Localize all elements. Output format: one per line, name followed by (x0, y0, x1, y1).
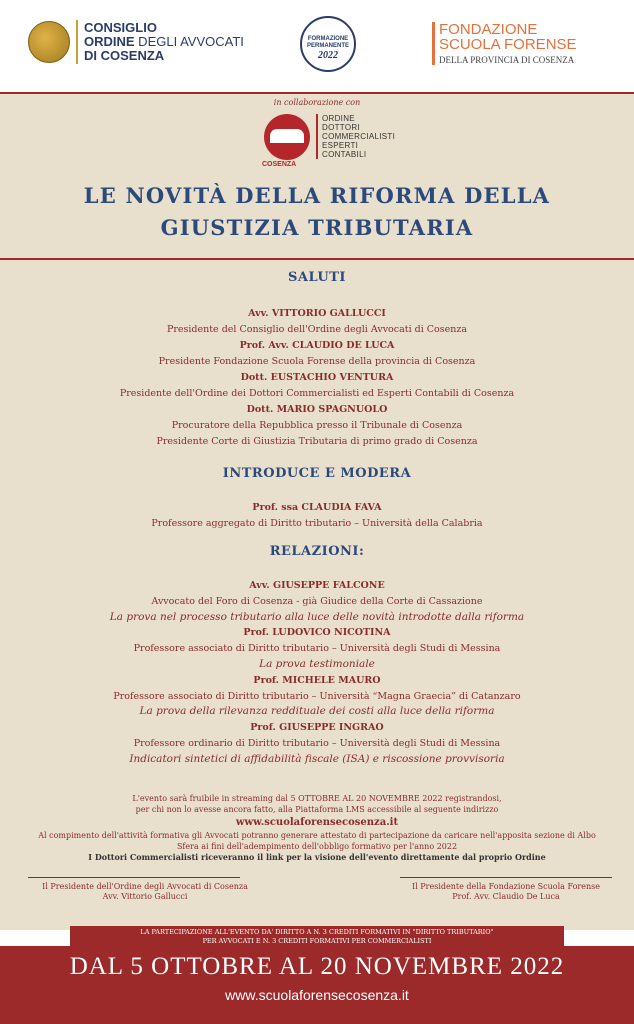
saluti-line: Presidente Corte di Giustizia Tributaria di primo grado di Cosenza (156, 436, 478, 447)
saluti-line: Prof. Avv. CLAUDIO DE LUCA (239, 340, 395, 351)
info-line5: I Dottori Commercialisti riceveranno il link per la visione dell'evento direttamente dal proprio Ordine (88, 852, 546, 862)
odc-logo (262, 114, 396, 168)
title-line2: GIUSTIZIA TRIBUTARIA (160, 215, 474, 240)
fsf-logo (432, 22, 577, 65)
collaboration-text: in collaborazione con (273, 98, 361, 107)
info-line2: per chi non lo avesse ancora fatto, alla Piattaforma LMS accessibile al seguente indirizzo (135, 804, 499, 814)
modera-name: Prof. ssa CLAUDIA FAVA (252, 502, 382, 513)
saluti-line: Presidente del Consiglio dell'Ordine degli Avvocati di Cosenza (166, 324, 468, 335)
coa-line2b: DEGLI AVVOCATI (134, 34, 244, 49)
signature-left (20, 882, 270, 902)
modera-block (0, 500, 634, 532)
coa-line2 (84, 35, 244, 49)
odc-line: CONTABILI (322, 150, 367, 159)
fp-text (302, 36, 354, 50)
coa-line3: DI COSENZA (84, 48, 165, 63)
speaker-name: Avv. GIUSEPPE FALCONE (249, 580, 385, 591)
sig-left-name: Avv. Vittorio Gallucci (102, 892, 188, 901)
footer-banner (0, 946, 634, 1024)
info-line1: L'evento sarà fruibile in streaming dal 5 OTTOBRE AL 20 NOVEMBRE 2022 registrandosi, (132, 794, 502, 803)
speaker-role: Professore associato di Diritto tributario – Università degli Studi di Messina (133, 643, 501, 655)
odc-wordmark (316, 114, 395, 159)
odc-line: COMMERCIALISTI (322, 132, 396, 141)
sig-right-title: Il Presidente della Fondazione Scuola Forense (412, 882, 600, 891)
credits-line2: PER AVVOCATI E N. 3 CREDITI FORMATIVI PER COMMERCIALISTI (202, 936, 432, 945)
speaker-role: Professore ordinario di Diritto tributario – Università degli Studi di Messina (133, 737, 501, 749)
relazioni-heading: RELAZIONI: (269, 544, 365, 559)
saluti-heading: SALUTI (288, 270, 346, 285)
event-title (0, 180, 634, 244)
speaker-talk: La prova della rilevanza reddituale dei costi alla luce della riforma (139, 705, 495, 718)
sig-left-rule (28, 877, 240, 878)
title-line1: LE NOVITÀ DELLA RIFORMA DELLA (83, 183, 551, 208)
fsf-line2: SCUOLA FORENSE (439, 36, 577, 53)
fp-year: 2022 (318, 50, 338, 61)
coa-line2a: ORDINE (84, 34, 135, 49)
speaker-role: Professore associato di Diritto tributario – Università “Magna Graecia” di Catanzaro (113, 690, 521, 702)
signature-right (384, 882, 628, 902)
credits-banner (70, 926, 564, 946)
footer-website-link[interactable]: www.scuolaforensecosenza.it (225, 987, 409, 1003)
odc-line: ESPERTI (322, 141, 359, 150)
info-line3: Al compimento dell'attività formativa gli Avvocati potranno generare attestato di partecipazione da caricare nell'apposita sezione di Albo (38, 831, 596, 840)
saluti-line: Presidente Fondazione Scuola Forense della provincia di Cosenza (158, 356, 476, 367)
speaker-name: Prof. GIUSEPPE INGRAO (250, 722, 384, 734)
fp-line1: FORMAZIONE (307, 36, 349, 42)
coa-wordmark (84, 21, 244, 63)
formazione-permanente-badge (300, 16, 356, 72)
odc-city: COSENZA (262, 161, 297, 168)
speaker-talk: La prova testimoniale (259, 657, 375, 670)
relazioni-block (0, 578, 634, 768)
saluti-line: Procuratore della Repubblica presso il Tribunale di Cosenza (171, 420, 463, 431)
speaker-role: Avvocato del Foro di Cosenza - già Giudice della Corte di Cassazione (151, 595, 483, 607)
odc-line: DOTTORI (322, 123, 360, 132)
title-rule (0, 258, 634, 260)
info-line4: Sfera ai fini dell'adempimento dell'obbligo formativo per l'anno 2022 (176, 841, 458, 851)
speaker-talk: La prova nel processo tributario alla luce delle novità introdotte dalla riforma (109, 610, 525, 623)
speaker-name: Prof. MICHELE MAURO (253, 674, 381, 686)
sig-right-rule (400, 877, 612, 878)
saluti-block (0, 306, 634, 450)
coa-seal-icon (28, 21, 70, 63)
odc-emblem-band (270, 129, 304, 143)
footer-dates: DAL 5 OTTOBRE AL 20 NOVEMBRE 2022 (69, 953, 565, 980)
odc-line: ORDINE (322, 114, 355, 123)
sig-left-title: Il Presidente dell'Ordine degli Avvocati di Cosenza (42, 882, 248, 891)
streaming-info (0, 794, 634, 863)
coa-divider (76, 20, 78, 64)
credits-line1: LA PARTECIPAZIONE ALL'EVENTO DA' DIRITTO A N. 3 CREDITI FORMATIVI IN "DIRITTO TRIBUTARIO" (140, 928, 494, 936)
speaker-talk: Indicatori sintetici di affidabilità fiscale (ISA) e riscossione provvisoria (129, 752, 505, 765)
header (0, 0, 634, 92)
saluti-line: Dott. EUSTACHIO VENTURA (240, 372, 394, 383)
modera-heading: INTRODUCE E MODERA (222, 466, 412, 481)
odc-emblem-icon (262, 114, 310, 168)
coa-logo (28, 20, 244, 64)
fsf-line3: DELLA PROVINCIA DI COSENZA (439, 55, 575, 65)
modera-role: Professore aggregato di Diritto tributario – Università della Calabria (151, 518, 483, 529)
speaker-name: Prof. LUDOVICO NICOTINA (243, 627, 391, 639)
info-url-link[interactable]: www.scuolaforensecosenza.it (235, 817, 399, 828)
coa-line1: CONSIGLIO (84, 20, 157, 35)
fp-line2: PERMANENTE (306, 43, 349, 49)
saluti-line: Dott. MARIO SPAGNUOLO (246, 404, 388, 415)
sig-right-name: Prof. Avv. Claudio De Luca (452, 892, 560, 901)
fsf-line1: FONDAZIONE (439, 21, 538, 38)
saluti-line: Avv. VITTORIO GALLUCCI (248, 308, 386, 319)
saluti-line: Presidente dell'Ordine dei Dottori Commercialisti ed Esperti Contabili di Cosenza (119, 388, 515, 399)
